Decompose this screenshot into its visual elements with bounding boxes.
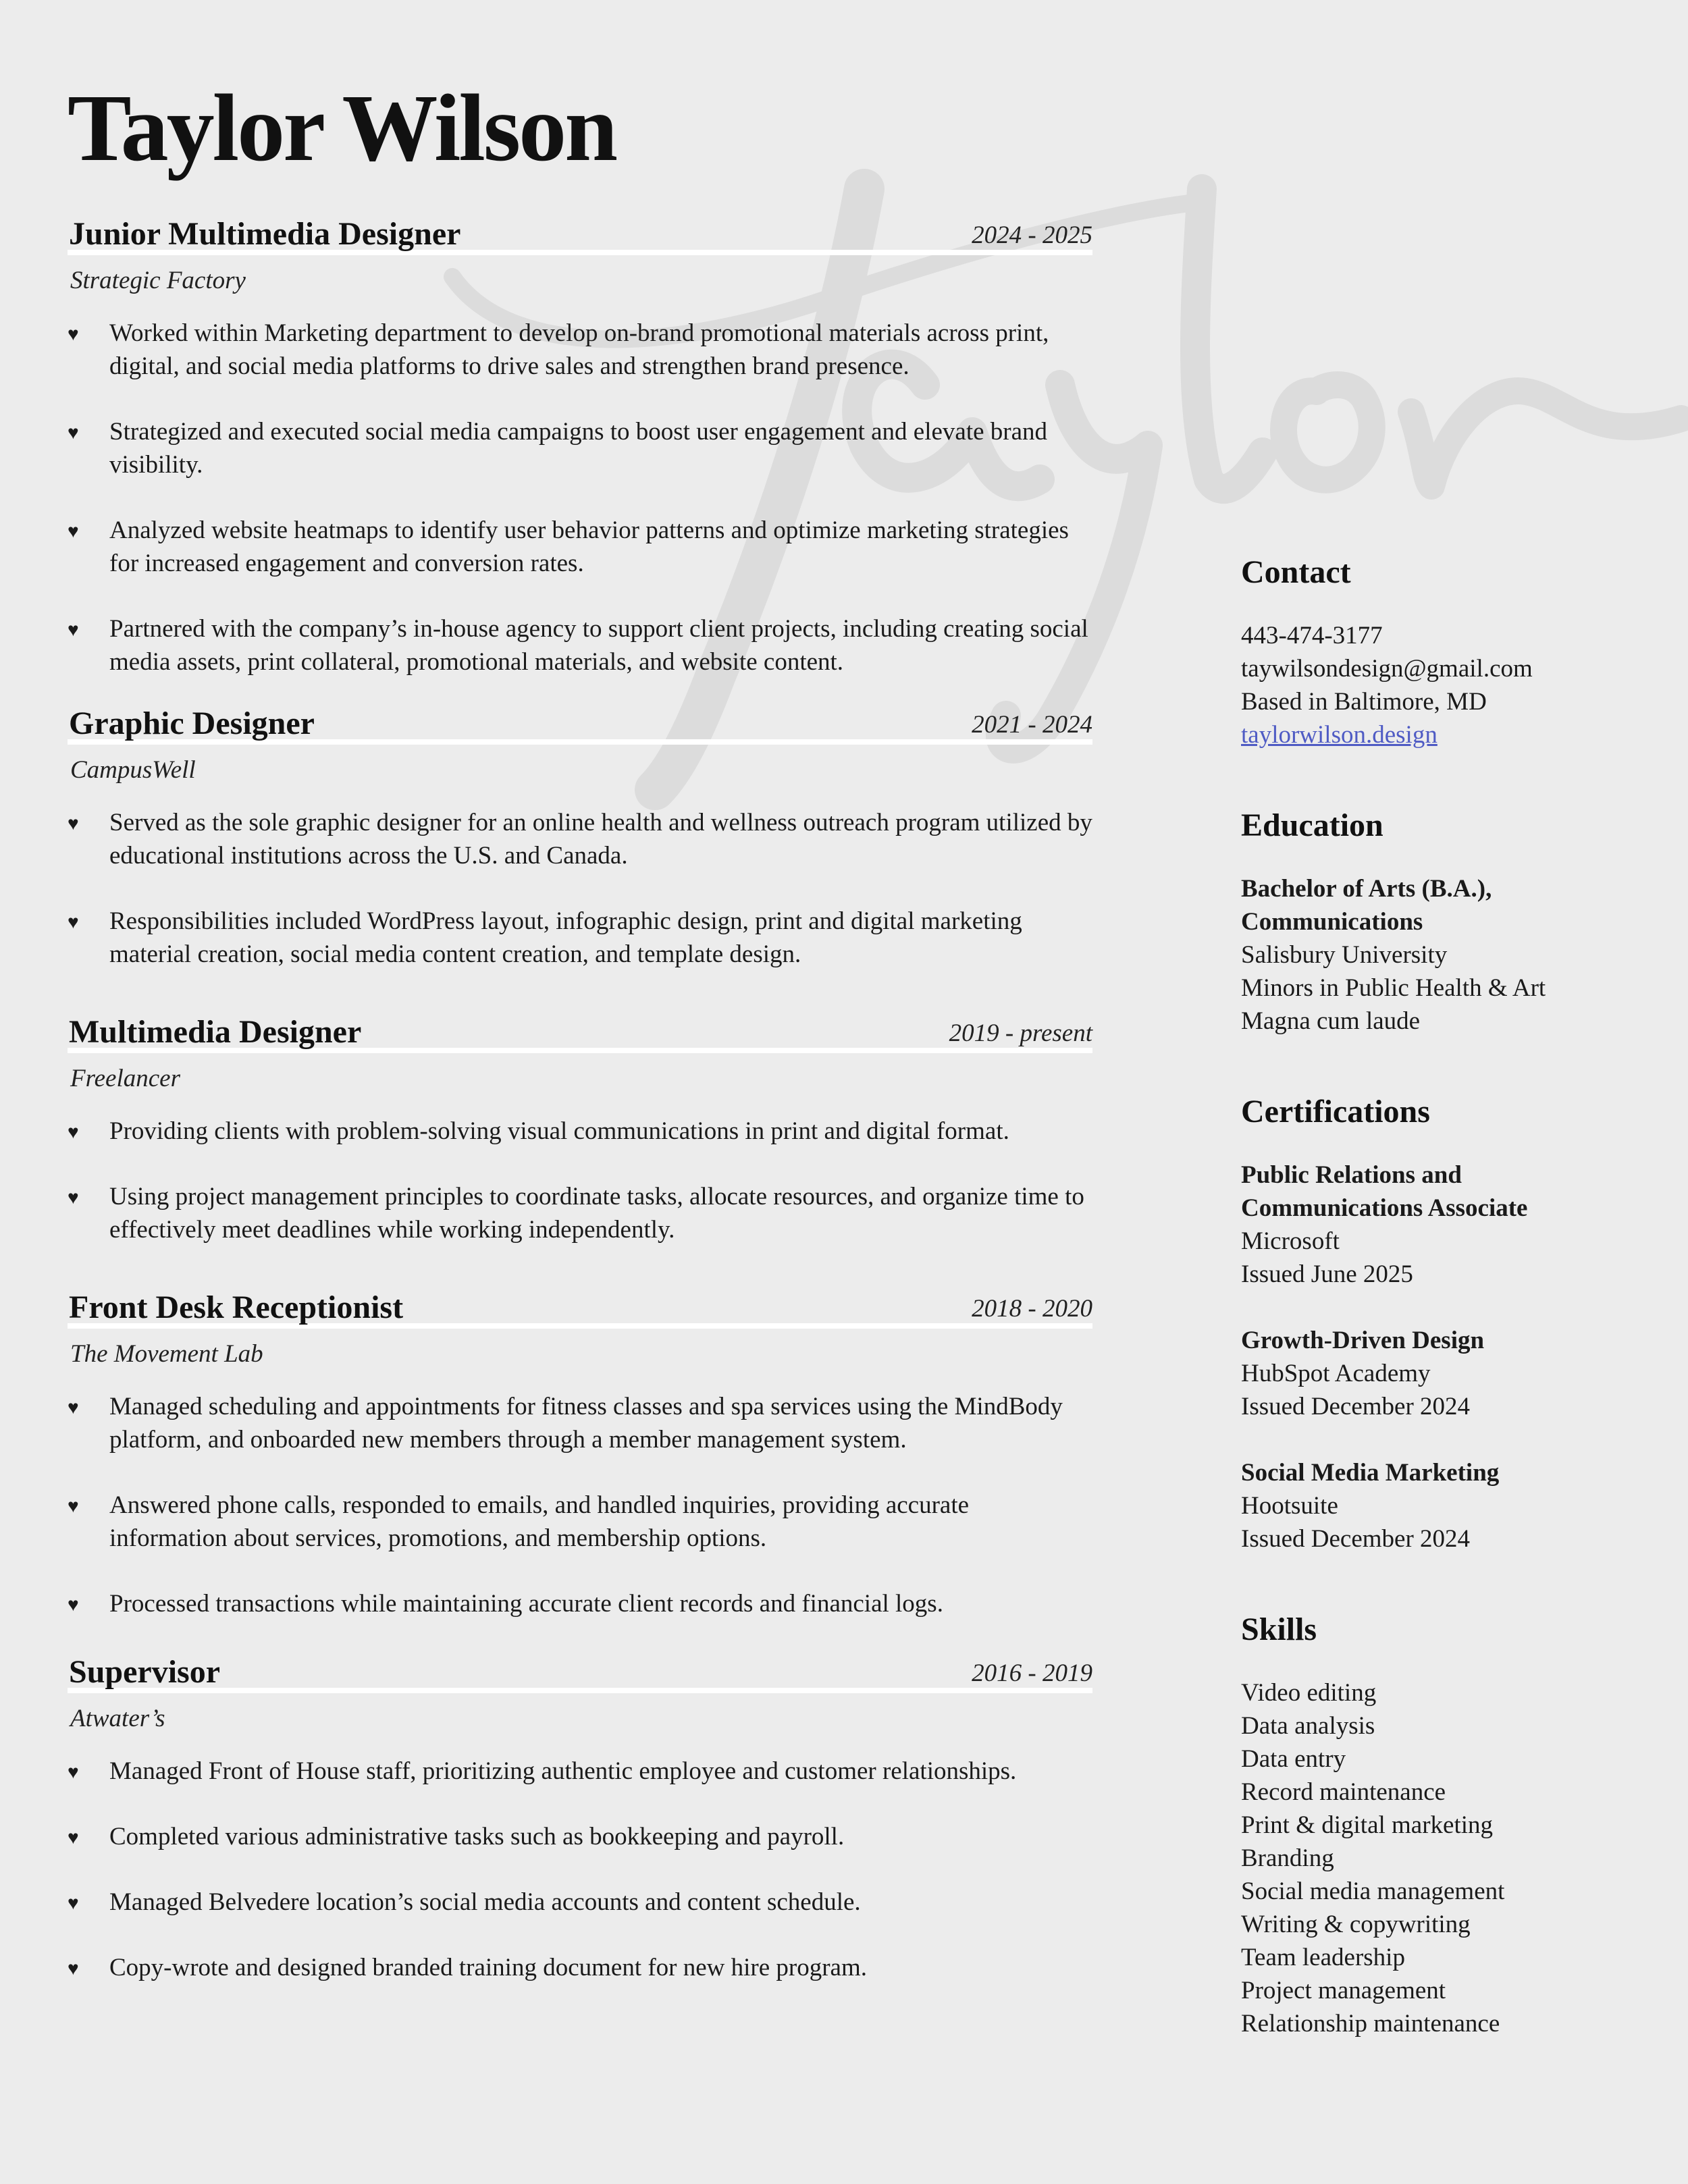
heart-bullet-icon: ♥: [68, 814, 79, 834]
skill-item: Team leadership: [1241, 1944, 1405, 1971]
skill-item: Data entry: [1241, 1745, 1346, 1773]
skill-item: Video editing: [1241, 1679, 1377, 1707]
contact-phone: 443-474-3177: [1241, 622, 1383, 649]
contact-location: Based in Baltimore, MD: [1241, 688, 1487, 716]
job-dates: 2018 - 2020: [972, 1295, 1092, 1323]
certification-issuer: Microsoft: [1241, 1227, 1340, 1255]
skill-item: Record maintenance: [1241, 1778, 1446, 1806]
bullet-item: ♥ Strategized and executed social media campaigns to boost user engagement and elevate brand visibility.: [68, 418, 1048, 479]
skill-item: Branding: [1241, 1844, 1334, 1872]
certification-date: Issued December 2024: [1241, 1525, 1471, 1553]
job-dates: 2019 - present: [949, 1019, 1092, 1047]
skill-item: Social media management: [1241, 1877, 1505, 1905]
heart-bullet-icon: ♥: [68, 620, 79, 641]
bullet-item: ♥ Managed Front of House staff, prioritizing authentic employee and customer relationships.: [68, 1755, 1092, 1788]
bullet-item: ♥ Responsibilities included WordPress layout, infographic design, print and digital marketing material creation, social media content creation, and template design.: [68, 907, 1022, 968]
job-header: [68, 1649, 1092, 1693]
honors: Magna cum laude: [1241, 1007, 1421, 1035]
heart-bullet-icon: ♥: [68, 1828, 79, 1848]
sidebar: [1241, 554, 1660, 2096]
job-bullets: [68, 806, 1092, 971]
certification-issuer: Hootsuite: [1241, 1492, 1338, 1520]
job-header: [68, 1284, 1092, 1329]
job-dates: 2024 - 2025: [972, 221, 1092, 249]
school: Salisbury University: [1241, 941, 1448, 969]
bullet-item: ♥ Analyzed website heatmaps to identify user behavior patterns and optimize marketing strategies for increased engagement and conversion rates.: [68, 516, 1069, 577]
heart-bullet-icon: ♥: [68, 1595, 79, 1616]
website-link[interactable]: taylorwilson.design: [1241, 721, 1438, 749]
job-entry: [68, 1284, 1092, 1620]
job-dates: 2021 - 2024: [972, 711, 1092, 739]
bullet-item: ♥ Using project management principles to coordinate tasks, allocate resources, and organize time to effectively meet deadlines while working independently.: [68, 1183, 1084, 1244]
skill-item: Project management: [1241, 1977, 1446, 2004]
job-title: Graphic Designer: [69, 705, 315, 741]
skills-section: [1241, 1611, 1660, 2040]
job-dates: 2016 - 2019: [972, 1659, 1092, 1687]
certification-item: [1241, 1456, 1660, 1555]
job-entry: [68, 1009, 1092, 1246]
job-bullets: [68, 1755, 1092, 1984]
contact-section: [1241, 554, 1660, 751]
job-company: CampusWell: [70, 756, 196, 784]
heart-bullet-icon: ♥: [68, 1122, 79, 1143]
job-company: Strategic Factory: [70, 267, 246, 294]
job-bullets: [68, 1115, 1092, 1246]
skills-heading: Skills: [1241, 1612, 1317, 1647]
education-section: [1241, 807, 1660, 1038]
certification-item: [1241, 1158, 1660, 1291]
minors: Minors in Public Health & Art: [1241, 974, 1546, 1002]
heart-bullet-icon: ♥: [68, 1893, 79, 1914]
degree: Bachelor of Arts (B.A.),: [1241, 875, 1492, 903]
bullet-item: ♥ Completed various administrative tasks such as bookkeeping and payroll.: [68, 1820, 1092, 1853]
certifications-heading: Certifications: [1241, 1094, 1430, 1129]
skill-item: Print & digital marketing: [1241, 1811, 1494, 1839]
certification-name-cont: Communications Associate: [1241, 1194, 1528, 1222]
heart-bullet-icon: ♥: [68, 912, 79, 933]
bullet-item: ♥ Worked within Marketing department to develop on-brand promotional materials across print, digital, and social media platforms to drive sales and strengthen brand presence.: [68, 319, 1049, 380]
experience-section: [68, 211, 1092, 2017]
heart-bullet-icon: ♥: [68, 1496, 79, 1517]
certification-name: Public Relations and: [1241, 1161, 1462, 1189]
bullet-item: ♥ Managed Belvedere location’s social media accounts and content schedule.: [68, 1886, 1092, 1919]
heart-bullet-icon: ♥: [68, 521, 79, 542]
heart-bullet-icon: ♥: [68, 1397, 79, 1418]
certification-date: Issued December 2024: [1241, 1393, 1471, 1420]
certification-date: Issued June 2025: [1241, 1260, 1413, 1288]
heart-bullet-icon: ♥: [68, 1959, 79, 1979]
contact-heading: Contact: [1241, 554, 1351, 590]
job-title: Junior Multimedia Designer: [69, 216, 461, 252]
heart-bullet-icon: ♥: [68, 1188, 79, 1208]
job-entry: [68, 211, 1092, 678]
certification-name: Growth-Driven Design: [1241, 1327, 1485, 1354]
job-entry: [68, 700, 1092, 971]
skills-list: [1241, 1676, 1660, 2040]
bullet-item: ♥ Partnered with the company’s in-house agency to support client projects, including creating social media assets, print collateral, promotional materials, and website content.: [68, 615, 1088, 676]
job-company: Freelancer: [70, 1065, 180, 1092]
job-company: The Movement Lab: [70, 1340, 263, 1368]
skill-item: Data analysis: [1241, 1712, 1375, 1740]
job-title: Supervisor: [69, 1654, 221, 1690]
job-header: [68, 1009, 1092, 1053]
job-header: [68, 700, 1092, 745]
certifications-section: [1241, 1093, 1660, 1555]
bullet-item: ♥ Managed scheduling and appointments for fitness classes and spa services using the MindBody platform, and onboarded new members through a member management system.: [68, 1393, 1063, 1454]
bullet-item: ♥ Answered phone calls, responded to emails, and handled inquiries, providing accurate information about services, promotions, and membership options.: [68, 1491, 970, 1552]
certification-issuer: HubSpot Academy: [1241, 1360, 1431, 1387]
certification-item: [1241, 1324, 1660, 1423]
job-company: Atwater’s: [70, 1705, 165, 1732]
skill-item: Writing & copywriting: [1241, 1911, 1471, 1938]
skill-item: Relationship maintenance: [1241, 2010, 1500, 2037]
job-bullets: [68, 1390, 1092, 1620]
heart-bullet-icon: ♥: [68, 1762, 79, 1783]
job-bullets: [68, 317, 1092, 678]
bullet-item: ♥ Providing clients with problem-solving visual communications in print and digital format.: [68, 1115, 1092, 1148]
heart-bullet-icon: ♥: [68, 324, 79, 345]
job-title: Front Desk Receptionist: [69, 1289, 404, 1325]
job-title: Multimedia Designer: [69, 1014, 362, 1050]
degree-field: Communications: [1241, 908, 1423, 936]
job-entry: [68, 1649, 1092, 1984]
education-heading: Education: [1241, 807, 1383, 843]
certification-name: Social Media Marketing: [1241, 1459, 1500, 1487]
candidate-name: Taylor Wilson: [68, 74, 616, 181]
heart-bullet-icon: ♥: [68, 423, 79, 444]
bullet-item: ♥ Processed transactions while maintaining accurate client records and financial logs.: [68, 1587, 1092, 1620]
contact-email: taywilsondesign@gmail.com: [1241, 655, 1533, 683]
bullet-item: ♥ Copy-wrote and designed branded training document for new hire program.: [68, 1951, 1092, 1984]
job-header: [68, 211, 1092, 255]
bullet-item: ♥ Served as the sole graphic designer for an online health and wellness outreach program utilized by educational institutions across the U.S. and Canada.: [68, 809, 1092, 870]
